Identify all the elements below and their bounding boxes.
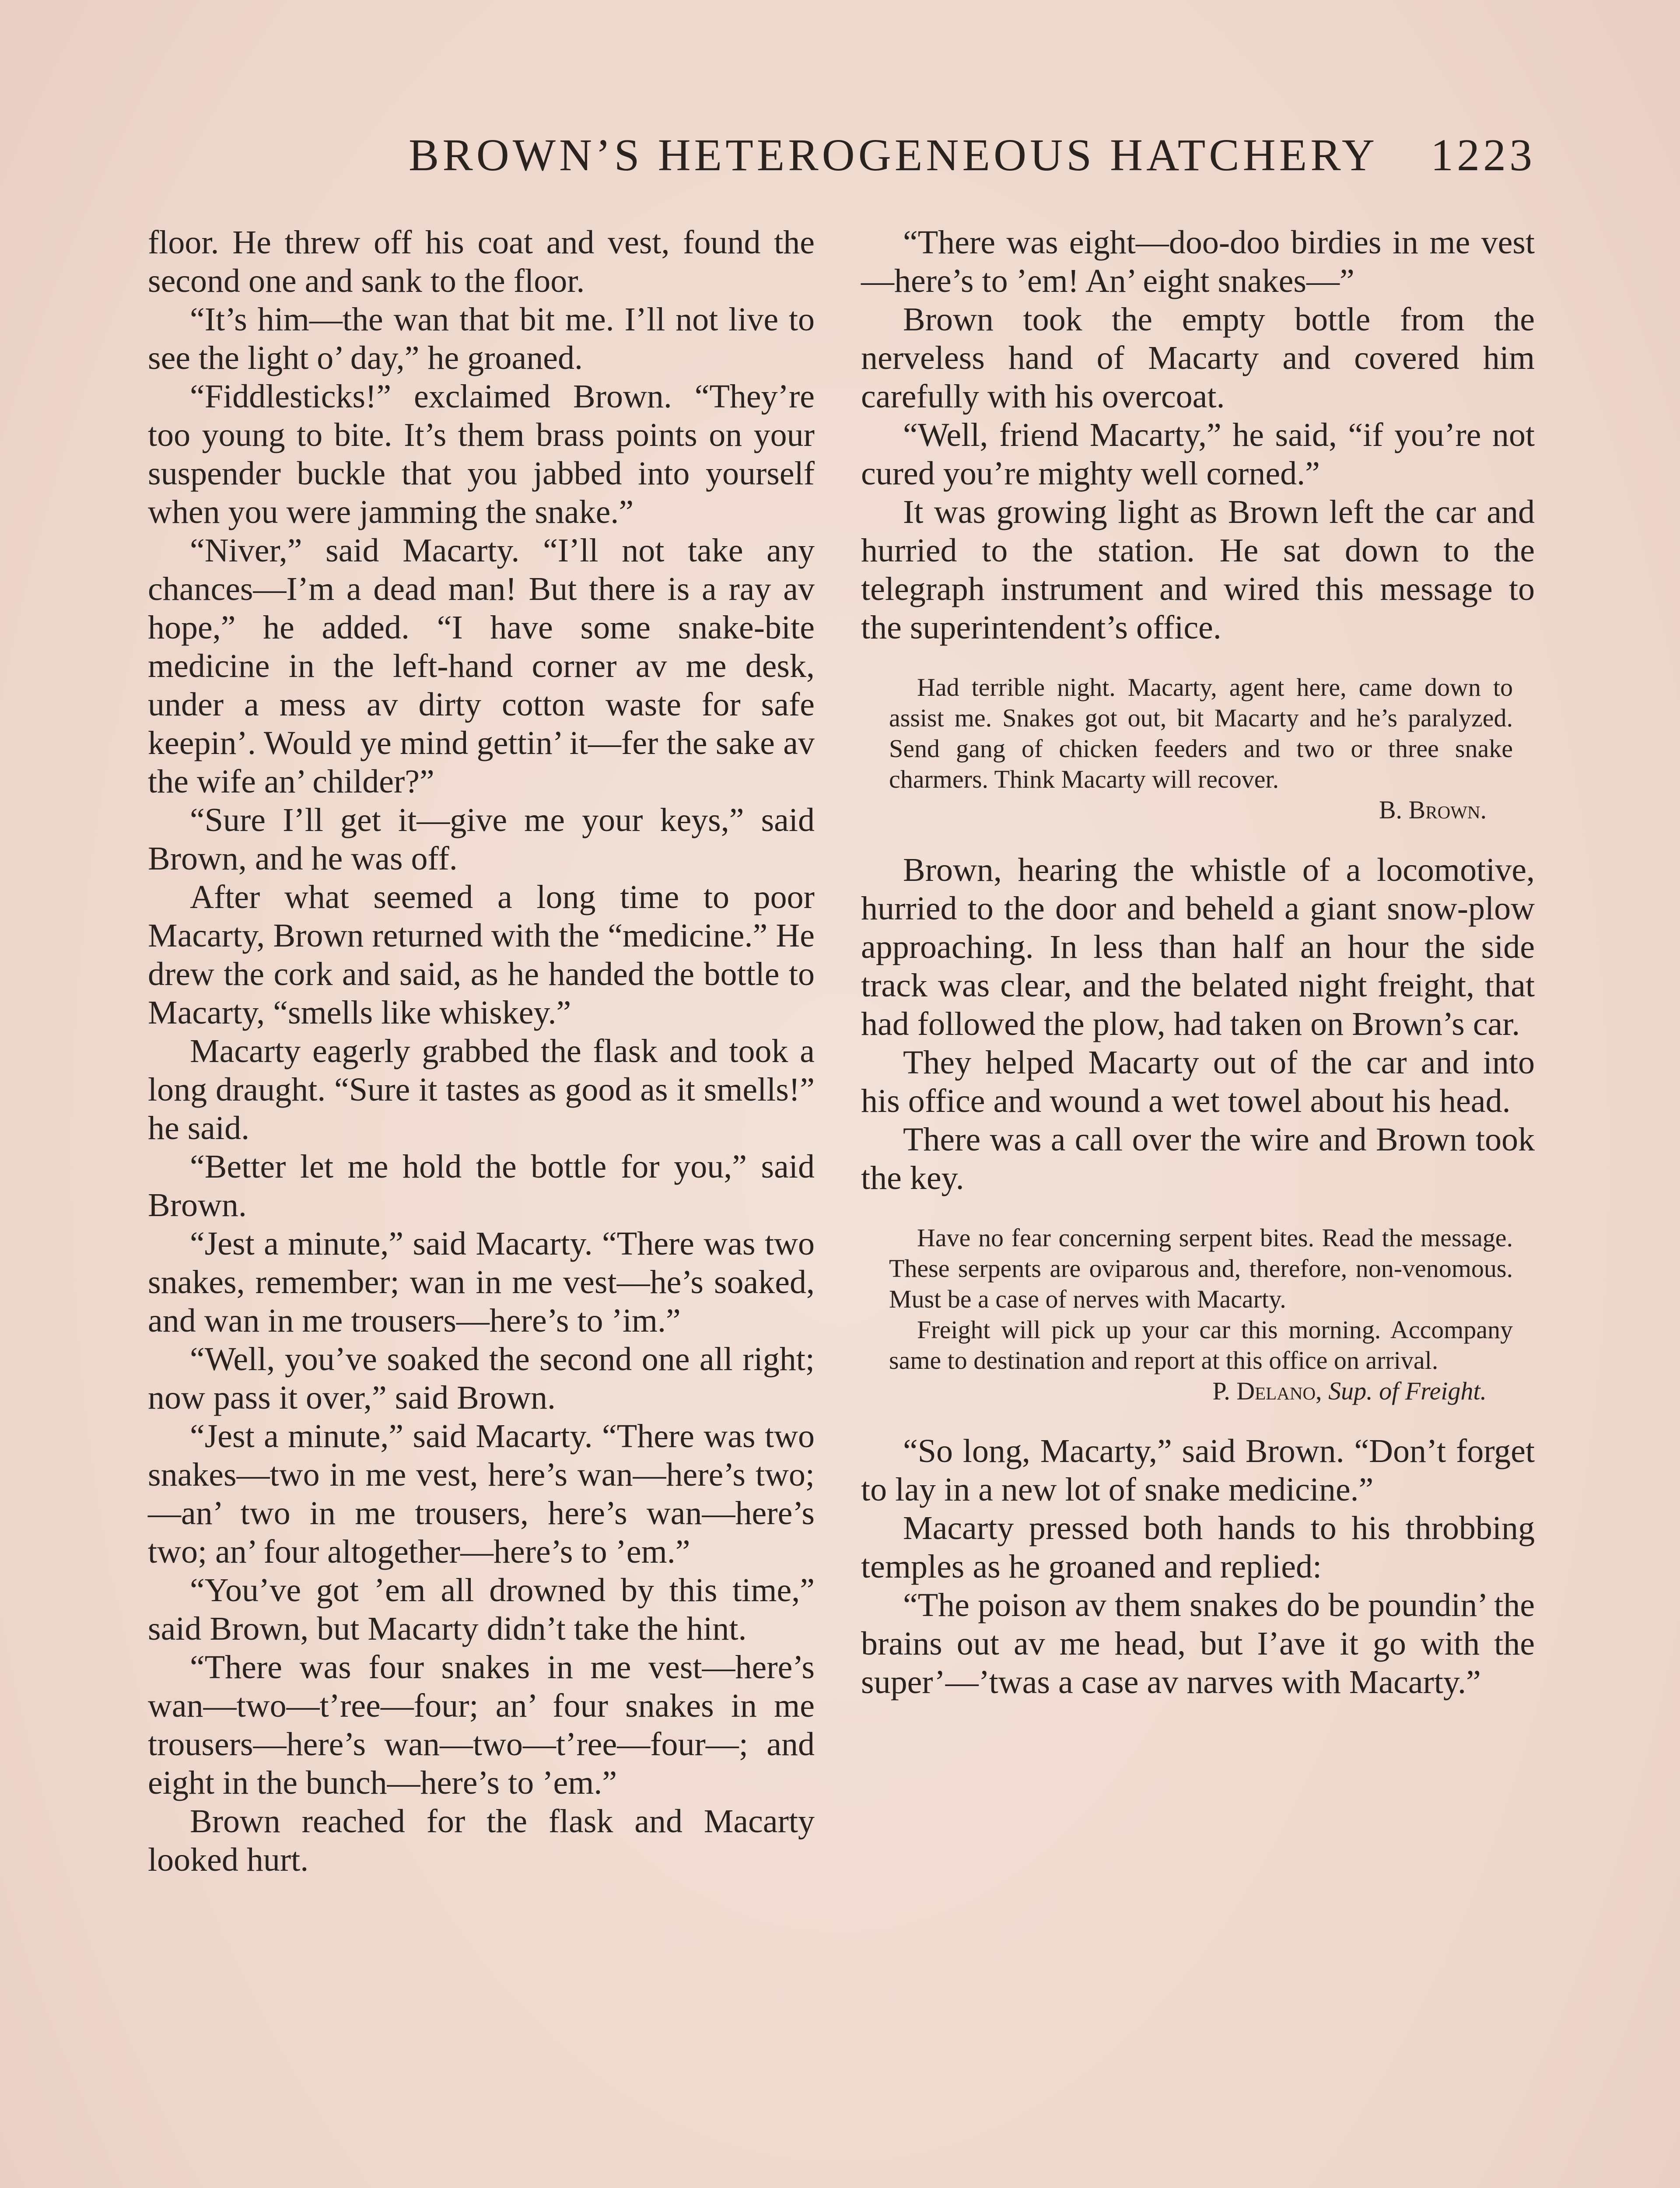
- left-column: [148, 223, 815, 1879]
- telegram-message-1: [889, 672, 1513, 825]
- page-title: BROWN’S HETEROGENEOUS HATCHERY: [409, 130, 1378, 180]
- telegram-signature: [889, 1376, 1487, 1406]
- paragraph: “Niver,” said Macarty. “I’ll not take any chances—I’m a dead man! But there is a ray av hope,” he added. “I have some snake-bite medicine in the left-hand corner av me desk, under a mess av dirty cotton waste for safe keepin’. Would ye mind gettin’ it—fer the sake av the wife an’ childer?”: [148, 532, 815, 800]
- paragraph: Macarty pressed both hands to his throbbing temples as he groaned and replied:: [861, 1510, 1535, 1585]
- paragraph: Brown reached for the flask and Macarty looked hurt.: [148, 1803, 815, 1878]
- paragraph: “Better let me hold the bottle for you,” said Brown.: [148, 1148, 815, 1224]
- telegram-body: Have no fear concerning serpent bites. Read the message. These serpents are oviparous and, therefore, non-venomous. Must be a case of nerves with Macarty.: [889, 1224, 1513, 1313]
- paragraph: Brown, hearing the whistle of a locomotive, hurried to the door and beheld a giant snow-plow approaching. In less than half an hour the side track was clear, and the belated night freight, that had followed the plow, had taken on Brown’s car.: [861, 852, 1535, 1042]
- running-header: [293, 127, 1536, 184]
- paragraph: “Jest a minute,” said Macarty. “There was two snakes, remember; wan in me vest—he’s soaked, and wan in me trousers—here’s to ’im.”: [148, 1225, 815, 1339]
- paragraph: There was a call over the wire and Brown took the key.: [861, 1121, 1535, 1196]
- telegram-signature: [889, 795, 1487, 825]
- paragraph: floor. He threw off his coat and vest, found the second one and sank to the floor.: [148, 224, 815, 299]
- paragraph: “Sure I’ll get it—give me your keys,” said Brown, and he was off.: [148, 802, 815, 877]
- signature-name: B. Brown.: [1379, 796, 1487, 824]
- paragraph: They helped Macarty out of the car and into his office and wound a wet towel about his head.: [861, 1044, 1535, 1119]
- paragraph: “So long, Macarty,” said Brown. “Don’t forget to lay in a new lot of snake medicine.”: [861, 1433, 1535, 1508]
- telegram-message-2: [889, 1223, 1513, 1406]
- paragraph: “Jest a minute,” said Macarty. “There was two snakes—two in me vest, here’s wan—here’s two;—an’ two in me trousers, here’s wan—here’s two; an’ four altogether—here’s to ’em.”: [148, 1418, 815, 1570]
- paragraph: “There was four snakes in me vest—here’s wan—two—t’ree—four; an’ four snakes in me trousers—here’s wan—two—t’ree—four—; and eight in the bunch—here’s to ’em.”: [148, 1649, 815, 1801]
- signature-title: Sup. of Freight.: [1328, 1377, 1487, 1405]
- telegram-body: Had terrible night. Macarty, agent here, came down to assist me. Snakes got out, bit Macarty and he’s paralyzed. Send gang of chicken feeders and two or three snake charmers. Think Macarty will recover.: [889, 673, 1513, 793]
- paragraph: Macarty eagerly grabbed the flask and took a long draught. “Sure it tastes as good as it smells!” he said.: [148, 1033, 815, 1147]
- right-column: [861, 223, 1535, 1701]
- paragraph: “You’ve got ’em all drowned by this time,” said Brown, but Macarty didn’t take the hint.: [148, 1572, 815, 1647]
- paragraph: Brown took the empty bottle from the nerveless hand of Macarty and covered him carefully with his overcoat.: [861, 301, 1535, 415]
- paragraph: After what seemed a long time to poor Macarty, Brown returned with the “medicine.” He drew the cork and said, as he handed the bottle to Macarty, “smells like whiskey.”: [148, 879, 815, 1031]
- paragraph: “Fiddlesticks!” exclaimed Brown. “They’re too young to bite. It’s them brass points on your suspender buckle that you jabbed into yourself when you were jamming the snake.”: [148, 378, 815, 530]
- telegram-body: Freight will pick up your car this morning. Accompany same to destination and report at this office on arrival.: [889, 1315, 1513, 1375]
- paragraph: “The poison av them snakes do be poundin’ the brains out av me head, but I’ave it go with the super’—’twas a case av narves with Macarty.”: [861, 1587, 1535, 1701]
- paragraph: “It’s him—the wan that bit me. I’ll not live to see the light o’ day,” he groaned.: [148, 301, 815, 376]
- paragraph: It was growing light as Brown left the car and hurried to the station. He sat down to the telegraph instrument and wired this message to the superintendent’s office.: [861, 494, 1535, 646]
- page-number: 1223: [1431, 130, 1536, 180]
- paragraph: “Well, friend Macarty,” he said, “if you’re not cured you’re mighty well corned.”: [861, 417, 1535, 492]
- paragraph: “There was eight—doo-doo birdies in me vest—here’s to ’em! An’ eight snakes—”: [861, 224, 1535, 299]
- paragraph: “Well, you’ve soaked the second one all right; now pass it over,” said Brown.: [148, 1341, 815, 1416]
- signature-name: P. Delano,: [1212, 1377, 1322, 1405]
